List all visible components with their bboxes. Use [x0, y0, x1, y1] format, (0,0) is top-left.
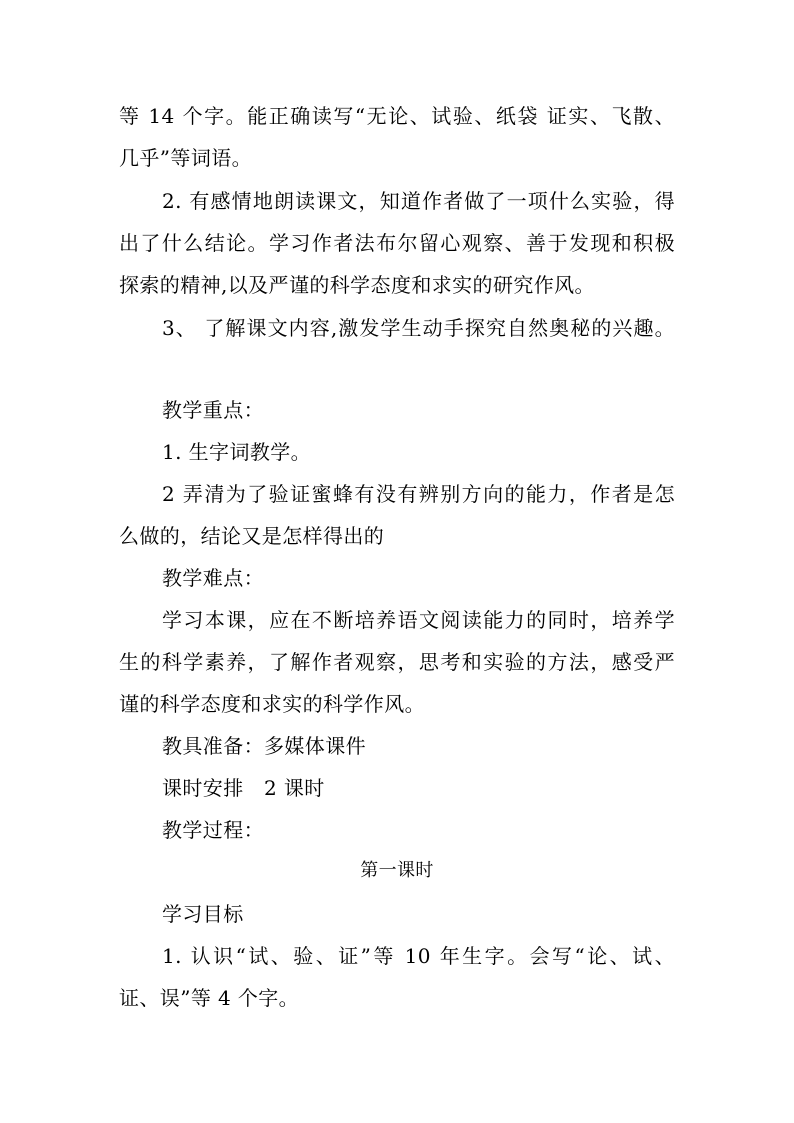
- lesson-title: 第一课时: [360, 860, 434, 881]
- text-line: 1. 认识“试、验、证”等 10 年生字。会写“论、试、: [162, 944, 675, 968]
- section-heading: 教学过程：: [162, 818, 264, 842]
- text-line: 学习本课，应在不断培养语文阅读能力的同时，培养学: [162, 608, 675, 632]
- text-line: 谨的科学态度和求实的科学作风。: [119, 692, 425, 716]
- text-line: 几乎”等词语。: [119, 146, 253, 170]
- text-line: 2 弄清为了验证蜜蜂有没有辨别方向的能力，作者是怎: [162, 482, 675, 506]
- text-line: 等 14 个字。能正确读写“无论、试验、纸袋 证实、飞散、: [119, 104, 675, 128]
- section-heading: 教学难点：: [162, 566, 264, 590]
- text-line: 1. 生字词教学。: [162, 440, 312, 464]
- text-line: 教具准备：多媒体课件: [162, 734, 366, 758]
- text-line: 2. 有感情地朗读课文，知道作者做了一项什么实验，得: [162, 189, 675, 213]
- text-line: 探索的精神,以及严谨的科学态度和求实的研究作风。: [119, 273, 595, 297]
- text-line: 出了什么结论。学习作者法布尔留心观察、善于发现和积极: [119, 231, 675, 255]
- section-heading: 教学重点：: [162, 398, 264, 422]
- text-line: 证、误”等 4 个字。: [119, 986, 300, 1010]
- section-heading: 学习目标: [162, 902, 244, 926]
- text-line: 课时安排 2 课时: [162, 776, 325, 800]
- text-line: 么做的，结论又是怎样得出的: [119, 524, 385, 548]
- text-line: 3、 了解课文内容,激发学生动手探究自然奥秘的兴趣。: [162, 316, 675, 340]
- text-line: 生的科学素养，了解作者观察，思考和实验的方法，感受严: [119, 650, 675, 674]
